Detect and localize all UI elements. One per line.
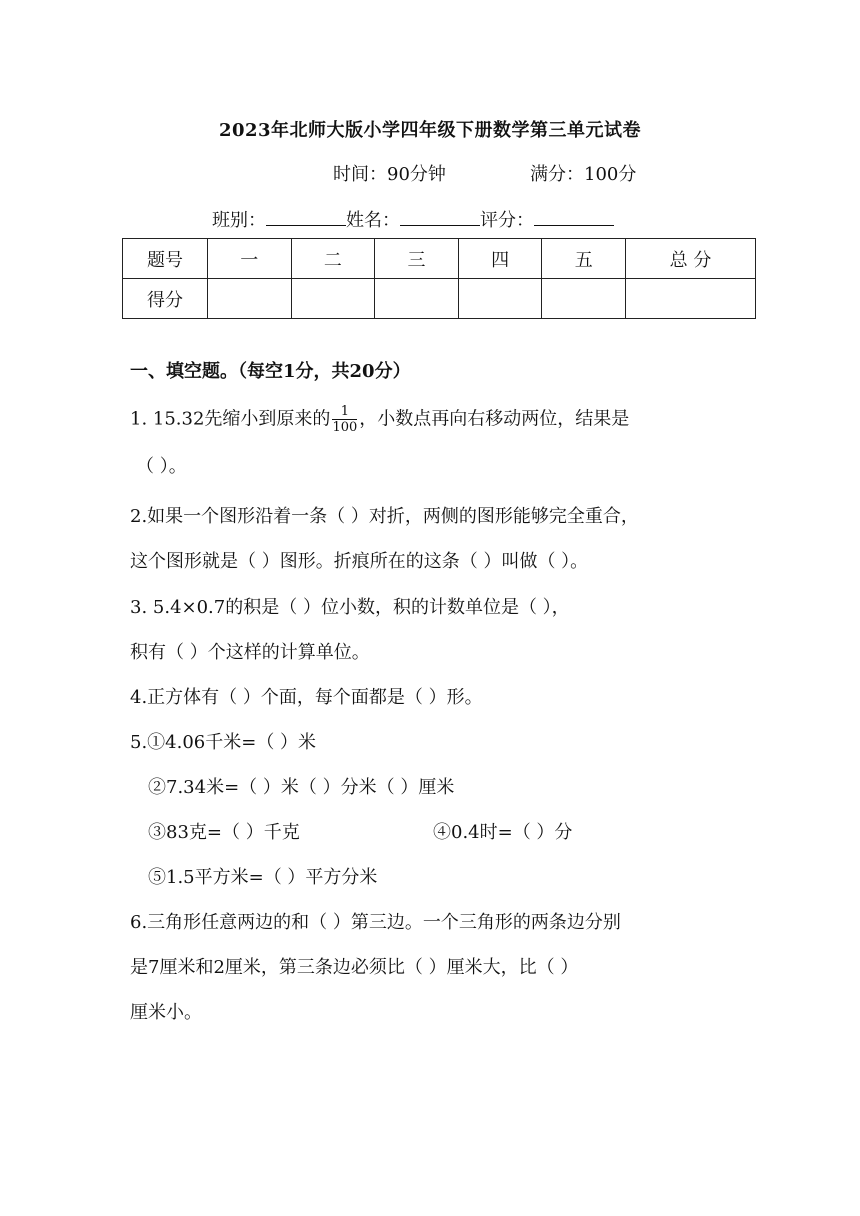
- question-5-item-1: 5.①4.06千米=（ ）米: [130, 732, 317, 753]
- header-cell: 二: [291, 239, 375, 279]
- score-cell[interactable]: [542, 279, 626, 319]
- question-5-item-2: ②7.34米=（ ）米（ ）分米（ ）厘米: [148, 777, 455, 798]
- page-title: 2023年北师大版小学四年级下册数学第三单元试卷: [218, 120, 642, 141]
- question-1-text-b: ，小数点再向右移动两位，结果是: [359, 408, 630, 430]
- question-6-line-3: 厘米小。: [130, 1002, 202, 1023]
- score-table-score-row: [123, 279, 756, 319]
- student-info-line: [212, 206, 614, 232]
- class-blank[interactable]: [266, 207, 346, 226]
- name-blank[interactable]: [400, 207, 480, 226]
- score-blank[interactable]: [534, 207, 614, 226]
- header-cell: 一: [208, 239, 292, 279]
- score-table: [122, 238, 756, 319]
- question-6-line-1: 6.三角形任意两边的和（ ）第三边。一个三角形的两条边分别: [130, 912, 621, 933]
- header-cell: 三: [375, 239, 459, 279]
- score-cell[interactable]: [458, 279, 542, 319]
- score-cell[interactable]: [375, 279, 459, 319]
- question-1-line-2: （ ）。: [136, 456, 187, 477]
- exam-time: 时间：90分钟: [333, 164, 446, 185]
- full-score: 满分：100分: [530, 164, 637, 185]
- question-5-item-4: ④0.4时=（ ）分: [433, 822, 573, 843]
- question-3-line-2: 积有（ ）个这样的计算单位。: [130, 642, 370, 663]
- header-cell: 题号: [123, 239, 208, 279]
- question-3-line-1: 3. 5.4×0.7的积是（ ）位小数，积的计数单位是（ ），: [130, 597, 570, 618]
- section-heading: 一、填空题。（每空1分，共20分）: [130, 361, 411, 382]
- score-label: 评分：: [480, 210, 534, 231]
- row-label-cell: 得分: [123, 279, 208, 319]
- question-2-line-2: 这个图形就是（ ）图形。折痕所在的这条（ ）叫做（ ）。: [130, 551, 589, 572]
- class-label: 班别：: [212, 210, 266, 231]
- header-cell: 四: [458, 239, 542, 279]
- score-cell[interactable]: [291, 279, 375, 319]
- question-5-item-5: ⑤1.5平方米=（ ）平方分米: [148, 867, 378, 888]
- score-cell[interactable]: [208, 279, 292, 319]
- question-2-line-1: 2.如果一个图形沿着一条（ ）对折，两侧的图形能够完全重合，: [130, 506, 639, 527]
- score-table-header-row: [123, 239, 756, 279]
- question-4: 4.正方体有（ ）个面，每个面都是（ ）形。: [130, 687, 483, 708]
- question-1-text-a: 1. 15.32先缩小到原来的: [130, 408, 331, 430]
- fraction-numerator: 1: [332, 404, 357, 420]
- name-label: 姓名：: [346, 210, 400, 231]
- fraction: [332, 404, 357, 435]
- header-cell: 五: [542, 239, 626, 279]
- question-1-line-1: [130, 404, 629, 435]
- score-cell[interactable]: [626, 279, 756, 319]
- question-6-line-2: 是7厘米和2厘米，第三条边必须比（ ）厘米大，比（ ）: [130, 957, 579, 978]
- fraction-denominator: 100: [332, 420, 358, 435]
- header-cell: 总 分: [626, 239, 756, 279]
- question-5-item-3: ③83克=（ ）千克: [148, 822, 300, 843]
